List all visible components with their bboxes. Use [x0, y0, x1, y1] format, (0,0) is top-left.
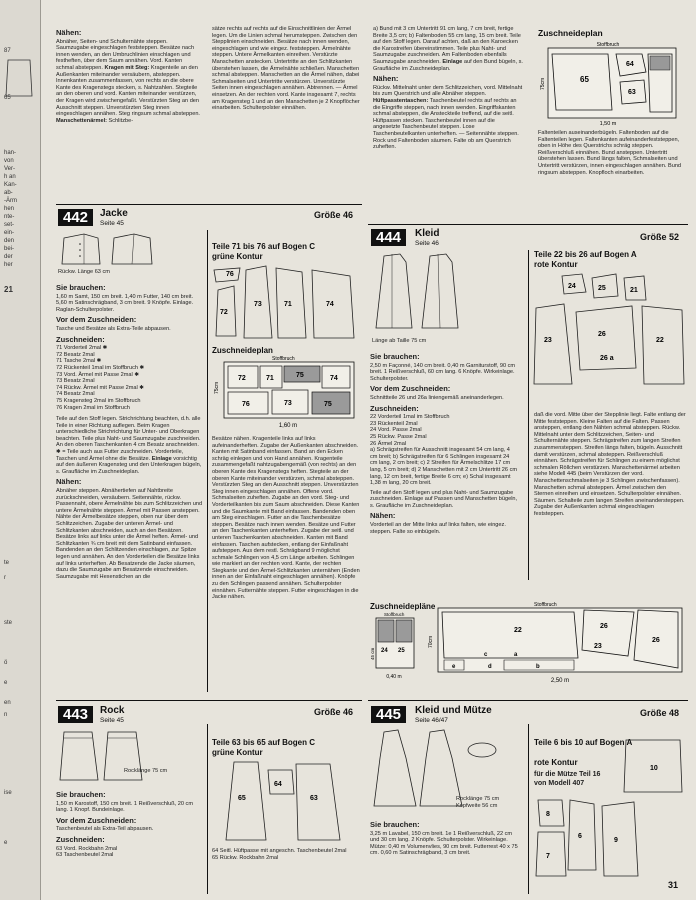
pattern-parts-443 — [212, 760, 360, 844]
cutting-plan-442 — [212, 354, 360, 430]
cut-item: 71 Tasche 2mal ✱ — [56, 358, 102, 365]
m443-text-col — [56, 788, 204, 859]
cut-item: 63 Vord. Rockbahn 2mal — [56, 845, 118, 852]
naehen-heading: Nähen: — [56, 477, 82, 487]
vor-zuschneiden-heading: Vor dem Zuschneiden: — [56, 315, 137, 325]
plan-label: 26 — [600, 623, 608, 630]
skirt-caption: Rocklänge 75 cm — [124, 768, 168, 774]
part-number: 63 — [310, 795, 318, 802]
column-divider — [528, 250, 529, 580]
margin-fragment: den — [4, 238, 15, 244]
plan-label: 63 — [628, 89, 636, 96]
zuschneiden-heading: Zuschneiden: — [56, 834, 105, 844]
plan-label: 64 — [626, 61, 634, 68]
margin-fragment: e — [4, 840, 8, 846]
body-text: Besätze nähen. Kragenteile links auf links aufeinanderheften. Zugabe der Außenkanten abschneiden. Kanten mit Satinband einfassen. Band an den Ecken schräg einlegen und von Hand annähen. Kragenteile zusammengefaßt nahtzugabengemäß (von rechts) an den oberen Kante des Kragenstegs heften. Stegteile an der oberen Kante miteinander verstürzen, schmal absteppen. Verstürzten Steg an den Ausschnitt steppen. Unverstürzten Steg innen eingeschlagen annähen. Offene vord. Schmalseiten zuheften. Zugabe an den vord. Steg- und Vorderteilkanten bis zum Saum abschneiden. Diese Kanten und die Saumkante mit Band einfassen. Bandenden oben am Steg einschlagen. Futter an die Taschenbesätze steppen. Besätze nach innen wenden. Besätze und Futter an den Taschenkanten unterheften. Zugabe der seitl. und unteren Taschenkanten abschneiden. Kanten mit Band einfassen. Taschen aufstecken, entlang der Einfaßnaht aufsteppen. Aus dem restl. Schrägband 9 möglichst schmale Schlingen von 4,5 cm Länge arbeiten. Schlingen wie markiert an der rechten vord. Kante, der rechten Stegkante und den Ärmel-Schlitzkanten unternähen (Enden innen an der Einfaßnaht eingeschlagen annähen). Knöpfe zu den Schlingen passend annähen. Schulterpolster einnähen. Futternähte steppen. Futter eingeschlagen in die Jacke nähen. — [212, 436, 360, 601]
plan-label: 73 — [284, 400, 292, 407]
top-column-4 — [538, 130, 686, 176]
plan-label: Stoffbruch — [272, 356, 295, 362]
part-number: 24 — [568, 283, 576, 290]
page-number: 31 — [667, 880, 678, 890]
zuschneiden-heading: Zuschneiden: — [56, 334, 105, 344]
plan-label: 1,60 m — [278, 423, 298, 429]
plan-title: Zuschneideplan — [538, 28, 603, 38]
cut-list — [56, 345, 204, 411]
margin-fragment: ab- — [4, 190, 13, 196]
cut-item: 22 Vorderteil 1mal im Stoffbruch — [370, 414, 450, 421]
naehen-heading: Nähen: — [370, 511, 396, 521]
cut-list — [370, 414, 518, 447]
top-column-3 — [373, 26, 523, 151]
plan-label: Stoffbruch — [596, 42, 620, 48]
model-page-ref: Seite 46/47 — [415, 717, 448, 724]
margin-fragment: ö — [4, 660, 8, 666]
part-number: 71 — [284, 301, 292, 308]
cutting-plan-444-small — [370, 612, 416, 684]
cut-item: 73 Besatz 2mal — [56, 378, 95, 385]
plan-label: 75cm — [540, 77, 546, 90]
margin-fragment: Kan- — [4, 182, 17, 188]
pattern-parts-444 — [532, 272, 688, 390]
body-text: Abnäher steppen. Abnähertiefen auf Nahtbreite zurückschneiden, versäubern. Seitennähte, rückw. Passennaht, obere Ärmelnähte bis zum Schlitzzeichen und untere Ärmelnähte steppen. Ärmel mit Passen ansteppen. Nähte der Ärmelbesätze steppen, oben nur über dem Schlitzzeichen. Zugabe der unteren Ärmel- und Schlitzkanten abschneiden, auch an den Besätzen. Besätze links auf links unter die Ärmel heften. Ärmel- und Schlitzkanten ¾ cm breit mit dem Satinband einfassen. Bandenden an den Schlitzenden einschlagen, zur Spitze legen und annähen. An den Vorderteilen die Besätze links auf links unterheften. Ab Besatzende die Jacke säumen, dazu die Saumzugabe am Besatzende einschneiden. Saumzugabe mit Hexenstichen an die — [56, 488, 203, 580]
prep-text: Schnittteile 26 und 26a liniengemäß aneinanderlegen. — [370, 394, 504, 401]
plan-label: Stoffbruch — [384, 612, 405, 617]
margin-fragment: set- — [4, 222, 15, 228]
pattern-parts-title: Teile 71 bis 76 auf Bogen C — [212, 242, 315, 251]
margin-fragment: ein- — [4, 230, 15, 236]
hat-note-line: von Modell 407 — [534, 780, 585, 787]
dress-illustration — [372, 252, 522, 332]
part-number: 25 — [598, 285, 606, 292]
section-rule — [56, 700, 362, 701]
legend-item: 64 Seitl. Hüftpasse mit angeschn. Taschenbeutel 2mal — [212, 848, 347, 854]
cut-item: 73 Vord. Ärmel mit Passe 2mal ✱ — [56, 371, 140, 378]
body-text: a) Schrägstreifen für Ausschnitt insgesamt 54 cm lang, 4 cm breit; b) Schrägstreifen für 6 Schlingen insgesamt 24 cm lang, 2 cm breit; c) 2 Streifen für Ärmelschlitze 17 cm lang, 5 cm breit; d) 2 Manschetten mit 2 cm Untertritt 26 cm lang, 12 cm breit, fertige Breite 6 cm; e) Schal insgesamt 1,38 m lang, 20 cm breit. — [370, 447, 518, 487]
model-number-442: 442 — [58, 209, 93, 226]
materials-text: 1,60 m Samt, 150 cm breit. 1,40 m Futter, 140 cm breit. 5,60 m Satinschrägband, 3 cm breit. 9 Knöpfe. Einlage. Raglan-Schulterpolster. — [56, 293, 194, 313]
sie-brauchen-heading: Sie brauchen: — [370, 352, 420, 361]
plan-label: c — [484, 652, 488, 658]
cut-item: 23 Rückenteil 2mal — [370, 420, 418, 427]
margin-fragment: her — [4, 262, 13, 268]
plan-label: 1,50 m — [599, 121, 617, 126]
plan-label: 25 — [398, 648, 405, 654]
m444-text-col-2 — [534, 412, 686, 521]
plan-label: 24 — [381, 648, 388, 654]
margin-fragment: 87 — [4, 48, 11, 54]
cut-item: 75 Kragensteg 2mal im Stoffbruch — [56, 397, 141, 404]
hat-parts-note — [534, 770, 624, 788]
part-number: 23 — [544, 337, 552, 344]
cut-item: 26 Ärmel 2mal — [370, 440, 407, 447]
model-number-443: 443 — [58, 706, 93, 723]
margin-fragment: hen — [4, 206, 15, 212]
model-title: Jacke — [100, 208, 128, 219]
margin-fragment: ise — [4, 790, 12, 796]
zuschneiden-heading: Zuschneiden: — [370, 403, 419, 413]
body-text: Abnäher, Seiten- und Schulternähte steppen. Saumzugabe eingeschlagen feststeppen. Besätze nach innen wenden, an den Umbruchlinien einschlagen und festheften, über dem Saum annähen. Vord. Kanten schmal absteppen. — [56, 38, 195, 71]
sie-brauchen-heading: Sie brauchen: — [56, 283, 106, 292]
part-number: 76 — [226, 271, 234, 278]
pattern-parts-442 — [210, 264, 360, 342]
garment-fragment-icon — [4, 58, 34, 98]
model-page-ref: Seite 45 — [100, 220, 124, 227]
part-number: 7 — [546, 853, 550, 860]
cut-item: 71 Vorderteil 2mal ✱ — [56, 345, 108, 352]
plan-label: 70cm — [428, 635, 434, 648]
model-title: Kleid — [415, 228, 440, 239]
column-divider — [207, 724, 208, 894]
section-rule — [368, 224, 688, 225]
m445-text-col — [370, 818, 518, 860]
body-text: Vorderteil an der Mitte links auf links falten, wie eingez. steppen. Falte so einbügeln. — [370, 522, 506, 535]
hat-note-line: für die Mütze Teil 16 — [534, 771, 601, 778]
naehen-heading: Nähen: — [373, 74, 399, 84]
model-size: Größe 46 — [314, 707, 354, 717]
cut-item: 63 Taschenbeutel 2mal — [56, 852, 114, 859]
part-number: 26 a — [600, 355, 614, 362]
jacket-illustration — [58, 232, 203, 268]
materials-text: 3,25 m Lavabel, 150 cm breit. 1e 1 Reißverschluß, 22 cm und 30 cm lang. 2 Knöpfe. Schulterpolster. Wirkeinlage. Mütze: 0,40 m Volumenvlies, 90 cm breit. Futterrest 40 x 75 cm. 0,60 m Satinschrägband, 3 cm breit. — [370, 830, 518, 857]
part-number: 72 — [220, 309, 228, 316]
plan-label: 76 — [242, 401, 250, 408]
margin-fragment: der — [4, 254, 13, 260]
body-text: Teile auf den Stoff legen. Strichrichtung beachten, d.h. alle Teile in einer Richtung auflegen. Beim Kragen unterschiedliche Strichrichtung für Unter- und Oberkragen beachten. Teile plus Naht- und Saumzugabe zuschneiden. An den oberen Taschenkanten 4 cm Besatz anschneiden. ✱ = Teile auch aus Futter zuschneiden. Vorderteile, Taschen und Ärmel ohne die Besätze. — [56, 416, 201, 462]
cut-item: 74 Rückw. Ärmel mit Passe 2mal ✱ — [56, 384, 144, 391]
part-number: 74 — [326, 301, 334, 308]
model-number-445: 445 — [371, 706, 406, 723]
cut-item: 74 Besatz 2mal — [56, 391, 95, 398]
body-text: sätze rechts auf rechts auf die Einschnittlinien der Ärmel legen. Um die Linien schmal herumsteppen. Zwischen den Stepplinien einschneiden. Besätze nach innen wenden, eingeschlagen und wie eingez. feststeppen. Ärmelnähte steppen. Untere Ärmelkanten einreihen. Verstürzte Manschetten anstecken. Untertritte an den Schlitzkanten überstehen lassen, die Ärmelnähte schließen. Manschetten schmal absteppen. Manschetten an die Ärmel nähen, dabei Schmalseiten und Untertritte verstürzen. Unverstürzte Seiten innen eingeschlagen annähen. Abtrennen. — Ärmel einsetzen. An der rechten vord. Kante insgesamt 7, rechts am Kragensteg 1 und an den Manschetten je 2 Knopflöcher einarbeiten. Schulterpolster einnähen. — [212, 26, 360, 112]
pattern-parts-title: Teile 63 bis 65 auf Bogen C — [212, 738, 315, 747]
m442-text-col-2 — [212, 436, 360, 604]
plan-label: 45 cm — [370, 647, 375, 660]
pattern-parts-subtitle: grüne Kontur — [212, 252, 263, 261]
pattern-parts-subtitle: rote Kontur — [534, 758, 578, 767]
previous-page-edge — [0, 0, 41, 900]
pattern-parts-title: Teile 22 bis 26 auf Bogen A — [534, 250, 637, 259]
plans-title: Zuschneidepläne — [370, 602, 436, 611]
section-rule — [368, 700, 688, 701]
model-title: Kleid und Mütze — [415, 705, 492, 716]
plan-label: 72 — [238, 375, 246, 382]
part-number: 10 — [650, 765, 658, 772]
margin-fragment: n — [4, 712, 8, 718]
cut-item: 72 Rückenteil 1mal im Stoffbruch ✱ — [56, 364, 145, 371]
plan-label: 74 — [330, 375, 338, 382]
column-divider — [207, 230, 208, 692]
naehen-heading: Nähen: — [56, 28, 82, 37]
cutting-plan-444-main — [424, 598, 686, 686]
m444-text-col — [370, 350, 518, 538]
model-size: Größe 48 — [640, 708, 680, 718]
margin-fragment: te — [4, 560, 10, 566]
bold-inline: Einlage — [151, 455, 172, 462]
margin-fragment: en — [4, 700, 11, 706]
part-number: 64 — [274, 781, 282, 788]
body-text: Teile auf den Stoff legen und plus Naht- und Saumzugabe zuschneiden. Einlage auf Passen und Manschetten bügeln, s. Graufläche im Zuschneideplan. — [370, 489, 518, 509]
m442-text-col — [56, 281, 204, 583]
plan-label: 71 — [266, 375, 274, 382]
plan-label: b — [536, 664, 540, 670]
margin-fragment: Ver- — [4, 166, 16, 172]
skirt-illustration — [58, 728, 148, 784]
margin-fragment: bei- — [4, 246, 15, 252]
cut-item: 76 Kragen 2mal im Stoffbruch — [56, 404, 130, 411]
part-number: 6 — [578, 833, 582, 840]
sie-brauchen-heading: Sie brauchen: — [56, 790, 106, 799]
model-size: Größe 46 — [314, 210, 354, 220]
margin-fragment: ste — [4, 620, 13, 626]
top-column-1 — [56, 26, 201, 124]
body-text: auf den Bund bügeln, s. Graufläche im Zuschneideplan. — [373, 58, 523, 72]
pattern-parts-445-bottom — [534, 796, 670, 880]
body-text: Schlitzbe- — [108, 117, 134, 124]
plan-label: 65 — [580, 75, 589, 84]
plan-dimension: 75cm — [214, 381, 220, 394]
plan-label: 75 — [324, 401, 332, 408]
part-number: 65 — [238, 795, 246, 802]
dress-caption: Länge ab Taille 75 cm — [372, 338, 427, 344]
body-text: Faltenteilen auseinanderbügeln. Faltenboden auf die Faltenteilen legen. Faltenkanten aufeinanderfeststeppen, oben in Höhe des Querstrichs schräg steppen. Reißverschluß einnähen. Bund ansteppen. Untertritt überstehen lassen. Bund längs falten, Schmalseiten und Untertritt verstürzen, innen eingeschlagen annähen. Bund ringsum absteppen. Knopfloch einarbeiten. — [538, 130, 682, 176]
part-number: 26 — [598, 331, 606, 338]
cut-item: 72 Besatz 2mal — [56, 351, 95, 358]
vor-zuschneiden-heading: Vor dem Zuschneiden: — [370, 384, 451, 394]
bold-inline: Hüftpasstentaschen: — [373, 97, 429, 104]
prep-text: Taschenbeutel als Extra-Teil abpausen. — [56, 826, 154, 833]
materials-text: 2,50 m Façonné, 140 cm breit. 0,40 m Garniturstoff, 90 cm breit. 1 Reißverschluß, 60 cm lang. 6 Knöpfe. Wirkeinlage. Schulterpolster. — [370, 362, 516, 382]
plan-label: 23 — [594, 643, 602, 650]
body-text: vorsichtig auf den äußeren Kragensteg und den Unterkragen bügeln, s. Graufläche im Zuschneideplan. — [56, 455, 202, 475]
cut-item: 25 Rückw. Passe 2mal — [370, 433, 427, 440]
pattern-parts-subtitle: rote Kontur — [534, 260, 578, 269]
bold-inline: Manschettenärmel: — [56, 117, 107, 124]
part-number: 9 — [614, 837, 618, 844]
body-text: daß die vord. Mitte über der Stepplinie liegt. Falte entlang der Mitte feststeppen. Kleine Falten auf die Falten. Passen ansteppen, entlang den Nähten schmal absteppen. Rückw. Mittelnaht unter dem Schlitzzeichen, Seiten- und Schulternähte steppen. Schrägstreifen zum langen Streifen zusammensteppen. Streifen längs falten, bügeln. Ausschnitt damit verstürzen, schmal absteppen. Reißverschluß einnähen. Schrägstreifen für Schlingen zu einem möglichst schmalen Röllchen verstürzen. Manschettenärmel arbeiten siehe Modell 445 (beim Verstürzen der vord. Manschettenschmalseiten je 3 Schlingen zwischenfassen). Manschetten schmal absteppen. Ärmel zwischen den Sternen einreihen und einsetzen. Schulterpolster einnähen. Säumen. Schalteile zum langen Streifen aneinandersteppen. Zugabe der Außenkanten schmal eingeschlagen feststeppen. — [534, 412, 686, 517]
part-number: 22 — [656, 337, 664, 344]
margin-fragment: r — [4, 575, 6, 581]
body-text: Kragenteile an den Außenkanten miteinander versäubern, absteppen. Innenkanten zusammenfassen, von rechts an die obere Kante des Kragenstegs stecken, s. Nahtzahlen. Stegteile an den oberen und vord. Kanten miteinander verstürzen, der Kragen wird zwischengefaßt. Verstürzten Steg an den Ausschnitt steppen. Unverstürzten Steg innen eingeschlagen annähen. Steg ringsum schmal absteppen. — [56, 64, 200, 118]
plan-label: d — [488, 664, 492, 670]
jacket-caption: Rückw. Länge 63 cm — [58, 269, 110, 275]
margin-fragment: -Ärm — [4, 198, 17, 204]
plan-label: 2,50 m — [550, 678, 570, 684]
part-number: 73 — [254, 301, 262, 308]
part-number: 8 — [546, 811, 550, 818]
model-size: Größe 52 — [640, 232, 680, 242]
margin-fragment: von — [4, 158, 14, 164]
top-column-2 — [212, 26, 362, 112]
hat-caption: Kopfweite 56 cm — [456, 803, 498, 809]
bold-inline: Kragen mit Steg: — [104, 64, 150, 71]
cutting-plan-443 — [538, 40, 688, 126]
margin-fragment: 65 — [4, 95, 11, 101]
column-divider — [528, 724, 529, 894]
body-text: a) Bund mit 3 cm Untertritt 91 cm lang, 7 cm breit, fertige Breite 3,5 cm; b) Faltenboden 55 cm lang, 15 cm breit. Teile auf den Stoff legen. Darauf achten, daß an den Karoecken die Karostreifen übereinstimmen. Teile plus Naht- und Saumzugabe zuschneiden. Am Faltenboden ebenfalls Saumzugabe anschneiden. — [373, 26, 521, 65]
model-title: Rock — [100, 705, 125, 716]
plan-label: 75 — [296, 372, 304, 379]
plan-label: Stoffbruch — [534, 602, 557, 608]
sie-brauchen-heading: Sie brauchen: — [370, 820, 420, 829]
cut-item: 24 Vord. Passe 2mal — [370, 427, 422, 434]
dress-caption: Rocklänge 75 cm — [456, 796, 500, 802]
pattern-parts-subtitle: grüne Kontur — [212, 748, 263, 757]
plan-label: a — [514, 652, 518, 658]
margin-fragment: han- — [4, 150, 17, 156]
body-text: Taschenbeutel rechts auf rechts an die Eingriffe steppen, nach innen wenden. Eingriffskanten schmal absteppen, die Ansteckteile treffend, auf die seitl. Hüftpassen stecken. Taschenbeutel innen auf die angesetzte Taschenbeutel steppen. Lose Taschenbeutelkanten unterheften. — Seitennähte steppen. Rock und Faltenboden säumen. Falte ob am Querstrich zuheften. — [373, 97, 519, 151]
prep-text: Tasche und Besätze als Extra-Teile abpausen. — [56, 325, 171, 332]
plan-label: 26 — [652, 637, 660, 644]
margin-fragment: e — [4, 680, 8, 686]
legend-item: 65 Rückw. Rockbahn 2mal — [212, 854, 279, 861]
plan-title: Zuschneideplan — [212, 346, 273, 355]
plan-label: 0,40 m — [386, 674, 402, 680]
part-number: 21 — [630, 287, 638, 294]
plan-label: 22 — [514, 627, 522, 634]
body-text: Rückw. Mittelnaht unter dem Schlitzzeichen, vord. Mittelnaht bis zum Querstrich und alle Abnäher steppen. — [373, 84, 523, 98]
margin-fragment: h an — [4, 174, 16, 180]
margin-fragment: nte- — [4, 214, 15, 220]
pattern-parts-title: Teile 6 bis 10 auf Bogen A — [534, 738, 633, 747]
plan-label: e — [452, 664, 456, 670]
vor-zuschneiden-heading: Vor dem Zuschneiden: — [56, 815, 137, 825]
materials-text: 1,50 m Karostoff, 150 cm breit. 1 Reißverschluß, 20 cm lang. 1 Knopf. Bundeinlage. — [56, 800, 193, 814]
margin-fragment: 21 — [4, 285, 13, 294]
model-page-ref: Seite 46 — [415, 240, 439, 247]
pattern-parts-445-top — [620, 736, 688, 798]
model-page-ref: Seite 45 — [100, 717, 124, 724]
bold-inline: Einlage — [442, 58, 463, 65]
section-rule — [56, 204, 362, 205]
model-number-444: 444 — [371, 229, 406, 246]
m443-legend — [212, 848, 360, 861]
